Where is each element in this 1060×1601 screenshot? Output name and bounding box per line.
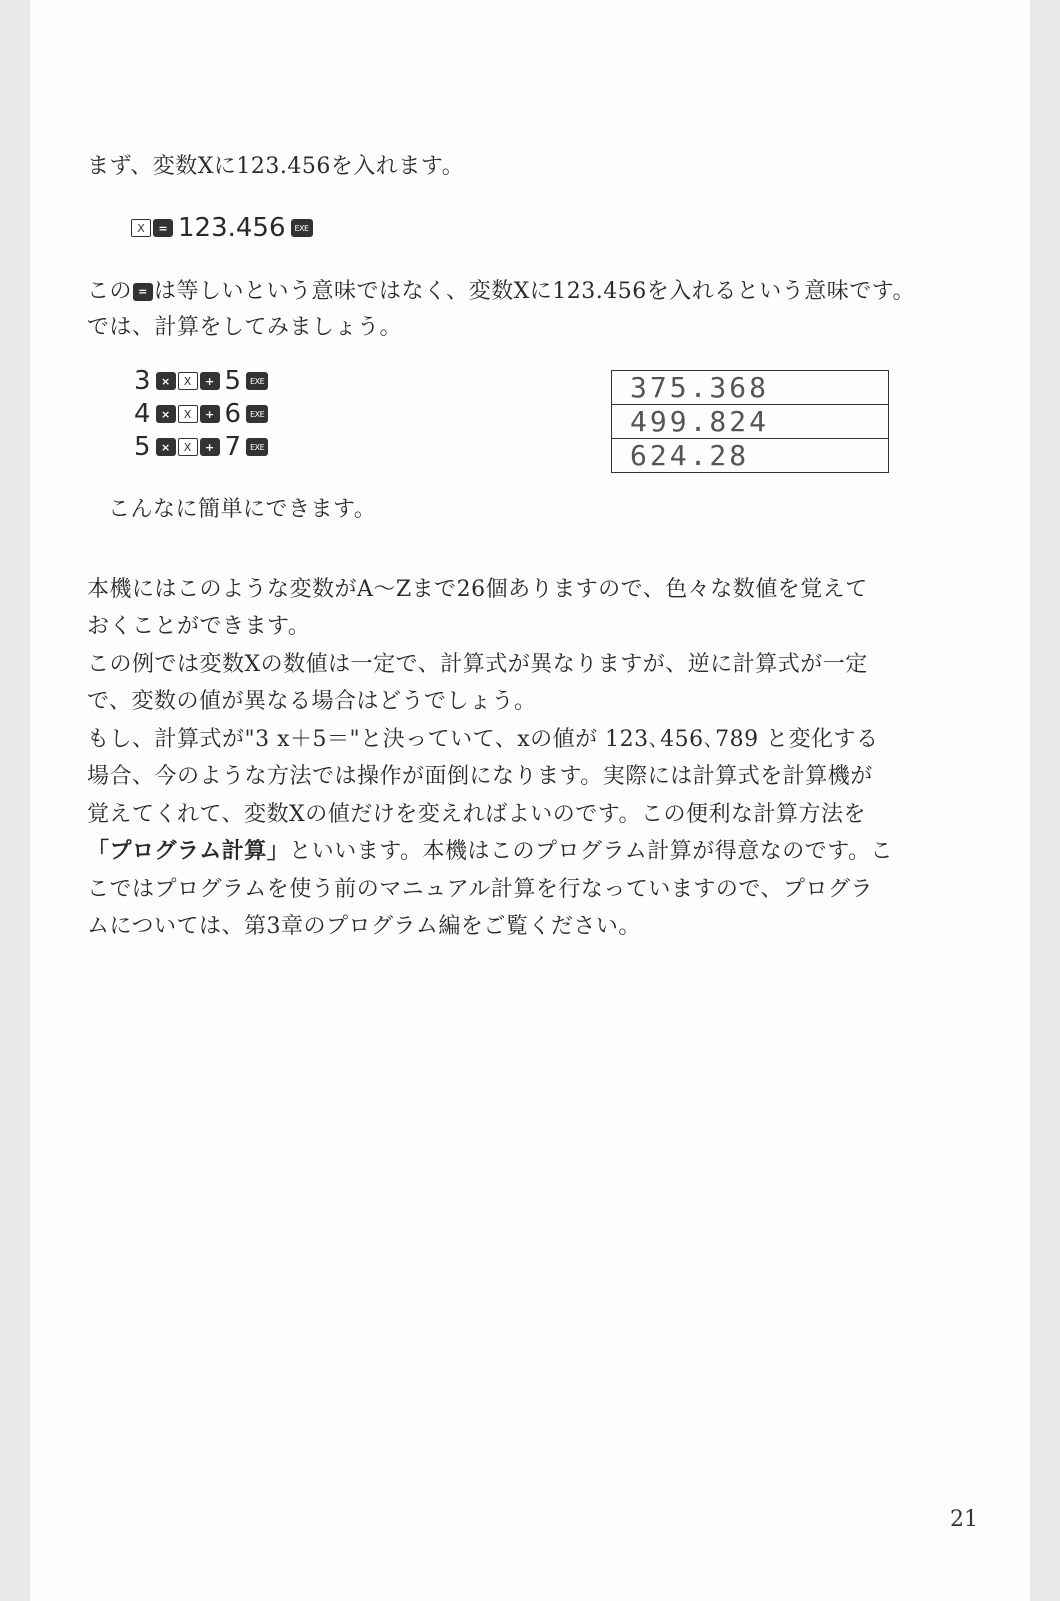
calc-row-3-key-3-icon: + [200,438,220,456]
calc-row-3-key-5-icon: EXE [246,438,268,456]
para-line-5: もし、計算式が"3 x＋5＝"と決っていて、xの値が 123､456､789 と変化する [87,727,879,752]
calc-row-1-key-5-icon: EXE [246,372,268,390]
explain-pre: この [87,279,133,304]
store-key-3-icon: EXE [291,219,313,237]
calc-row-2-key-3-icon: + [200,405,220,423]
store-key-1-icon: = [153,219,173,237]
calculator-display [611,370,889,473]
display-row-3: 624.28 [630,439,750,472]
calc-row-2 [130,399,269,429]
calc-row-3-key-2-icon: X [178,438,198,456]
store-digit-2: 123.456 [178,213,286,243]
calc-row-2-key-2-icon: X [178,405,198,423]
calc-row-2-key-1-icon: × [156,405,176,423]
calc-row-2-digit-0: 4 [134,399,151,429]
explain-post: は等しいという意味ではなく、変数Xに123.456を入れるという意味です。 [154,279,915,304]
intro-text: まず、変数Xに123.456を入れます。 [87,154,465,179]
calc-row-1-key-2-icon: X [178,372,198,390]
calc-row-1-digit-0: 3 [134,366,151,396]
store-key-sequence [130,213,314,243]
calc-row-1 [130,366,269,396]
explain-text [87,277,915,307]
easy-text: こんなに簡単にできます。 [108,497,377,522]
para-line-10: ムについては、第3章のプログラム編をご覧ください。 [87,914,641,939]
calc-row-3 [130,432,269,462]
display-row-2: 499.824 [612,405,888,439]
calc-row-2-digit-4: 6 [224,399,242,429]
calc-row-3-digit-0: 5 [134,432,151,462]
store-key-0-icon: X [131,219,151,237]
calc-row-1-key-1-icon: × [156,372,176,390]
para-line-3: この例では変数Xの数値は一定で、計算式が異なりますが、逆に計算式が一定 [87,652,868,677]
para-line-2: おくことができます。 [87,614,311,639]
display-row-1: 375.368 [612,371,888,405]
equals-key-icon: = [133,283,153,301]
calc-row-3-key-1-icon: × [156,438,176,456]
calc-row-1-key-3-icon: + [200,372,220,390]
program-calc-term: 「プログラム計算」 [87,839,290,864]
calc-row-3-digit-4: 7 [224,432,242,462]
calc-row-1-digit-4: 5 [224,366,242,396]
para-line-6: 場合、今のような方法では操作が面倒になります。実際には計算式を計算機が [87,764,873,789]
calc-row-2-key-5-icon: EXE [246,405,268,423]
para-line-8 [87,837,893,867]
para-line-4: で、変数の値が異なる場合はどうでしょう。 [87,689,537,714]
try-calc-text: では、計算をしてみましょう。 [87,315,403,340]
para-line-9: こではプログラムを使う前のマニュアル計算を行なっていますので、プログラ [87,877,873,902]
page-number: 21 [950,1507,978,1532]
manual-page [30,0,1030,1601]
para-line-7: 覚えてくれて、変数Xの値だけを変えればよいのです。この便利な計算方法を [87,802,866,827]
para-line-8-rest: といいます。本機はこのプログラム計算が得意なのです。こ [289,839,894,864]
para-line-1: 本機にはこのような変数がA～Zまで26個ありますので、色々な数値を覚えて [87,577,868,602]
